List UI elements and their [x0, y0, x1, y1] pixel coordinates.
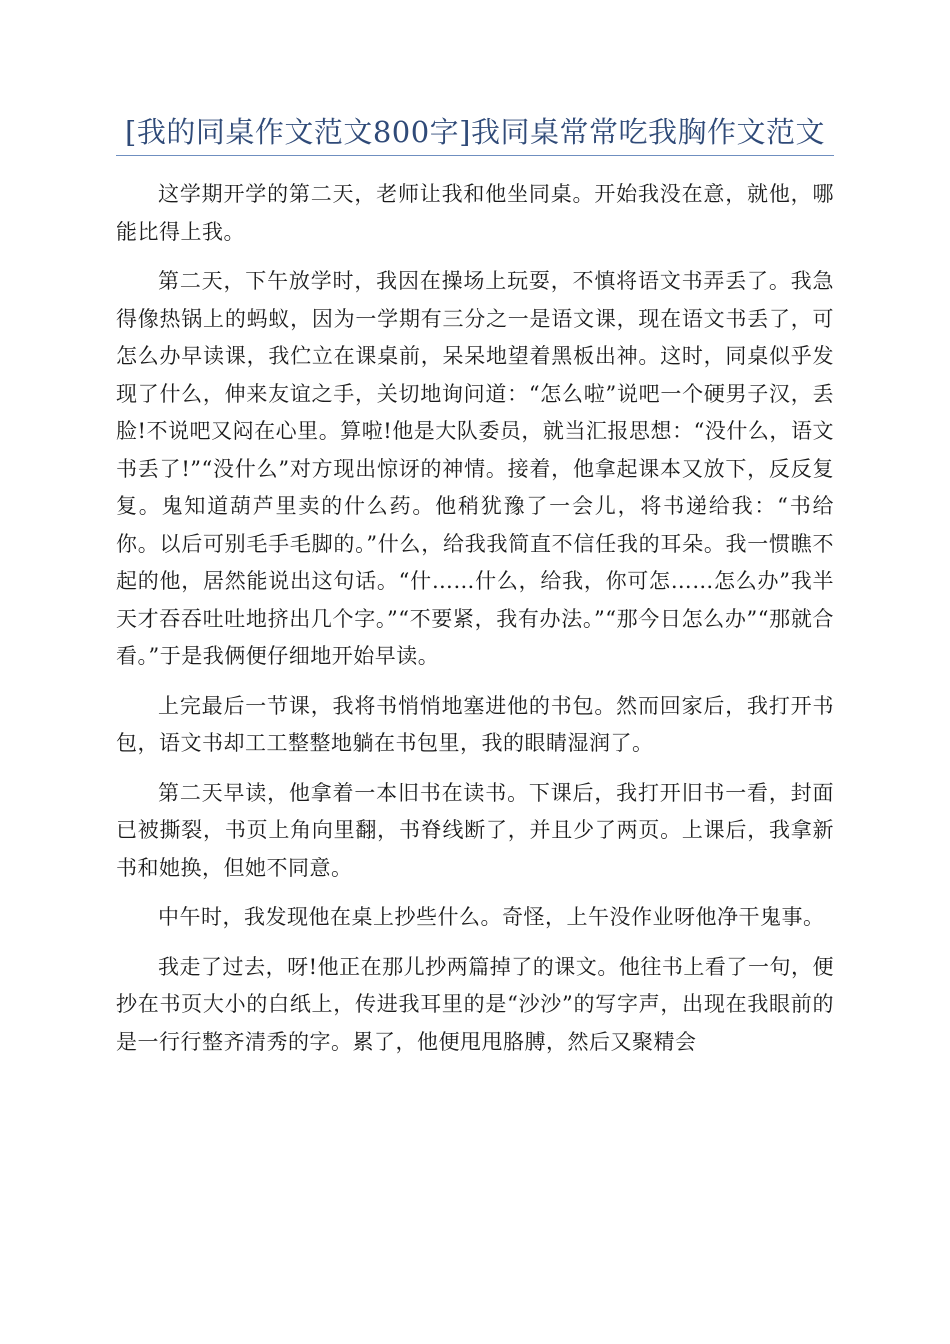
paragraph-5: 中午时，我发现他在桌上抄些什么。奇怪，上午没作业呀他净干鬼事。: [158, 905, 825, 929]
paragraph-3: 上完最后一节课，我将书悄悄地塞进他的书包。然而回家后，我打开书包，语文书却工工整整地躺在书包里，我的眼睛湿润了。: [116, 693, 834, 755]
document-body: [116, 176, 834, 1073]
paragraph-4: 第二天早读，他拿着一本旧书在读书。下课后，我打开旧书一看，封面已被撕裂，书页上角向里翻，书脊线断了，并且少了两页。上课后，我拿新书和她换，但她不同意。: [116, 780, 834, 880]
title-underline: [116, 155, 834, 156]
paragraph-2: 第二天，下午放学时，我因在操场上玩耍，不慎将语文书弄丢了。我急得像热锅上的蚂蚁，因为一学期有三分之一是语文课，现在语文书丢了，可怎么办早读课，我伫立在课桌前，呆呆地望着黑板出神。这时，同桌似乎发现了什么，伸来友谊之手，关切地询问道：“怎么啦”说吧一个硬男子汉，丢脸!不说吧又闷在心里。算啦!他是大队委员，就当汇报思想：“没什么，语文书丢了!”“没什么”对方现出惊讶的神情。接着，他拿起课本又放下，反反复复。鬼知道葫芦里卖的什么药。他稍犹豫了一会儿，将书递给我：“书给你。以后可别毛手毛脚的。”什么，给我我简直不信任我的耳朵。我一惯瞧不起的他，居然能说出这句话。“什……什么，给我，你可怎……怎么办”我半天才吞吞吐吐地挤出几个字。”“不要紧，我有办法。”“那今日怎么办”“那就合看。”于是我俩便仔细地开始早读。: [116, 269, 834, 668]
paragraph-6: 我走了过去，呀!他正在那儿抄两篇掉了的课文。他往书上看了一句，便抄在书页大小的白纸上，传进我耳里的是“沙沙”的写字声，出现在我眼前的是一行行整齐清秀的字。累了，他便甩甩胳膊，然后又聚精会: [116, 954, 834, 1054]
document-title: [我的同桌作文范文800字]我同桌常常吃我胸作文范文: [125, 115, 825, 149]
paragraph-1: 这学期开学的第二天，老师让我和他坐同桌。开始我没在意，就他，哪能比得上我。: [116, 182, 834, 244]
